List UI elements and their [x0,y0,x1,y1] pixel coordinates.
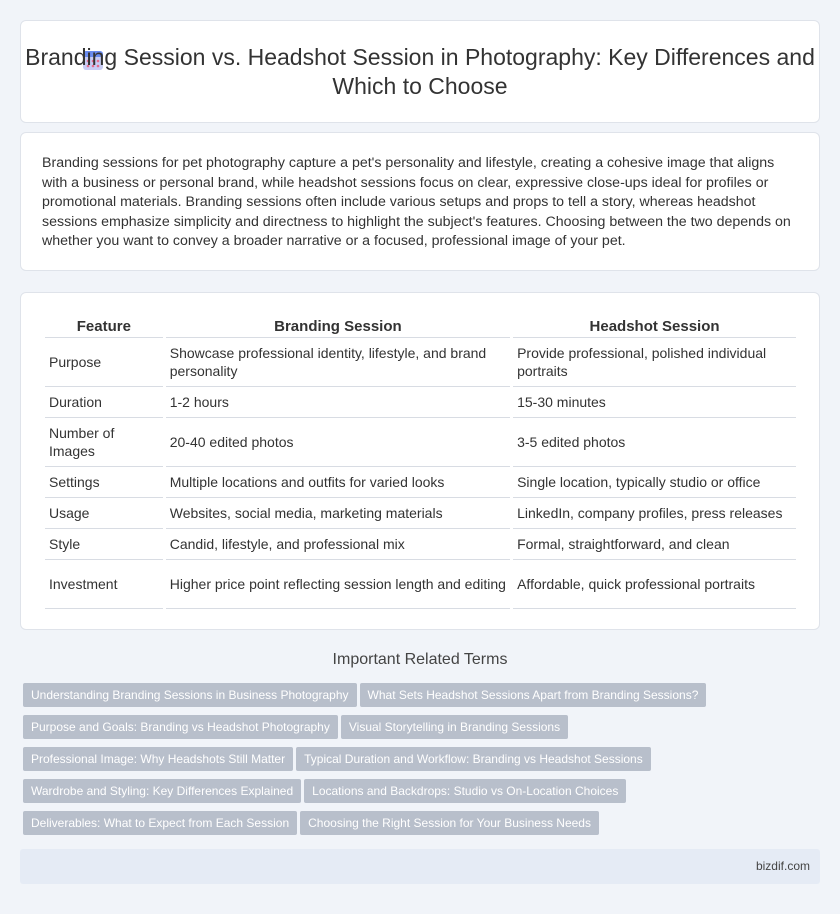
related-term-link[interactable]: Deliverables: What to Expect from Each Session [23,811,297,835]
row-headshot: Provide professional, polished individual portraits [513,338,796,387]
row-headshot: Affordable, quick professional portraits [513,560,796,609]
related-term-link[interactable]: Visual Storytelling in Branding Sessions [341,715,568,739]
table-row [45,418,796,467]
related-term-link[interactable]: Purpose and Goals: Branding vs Headshot Photography [23,715,338,739]
row-branding: Multiple locations and outfits for varied looks [166,467,510,498]
row-feature: Style [45,529,163,560]
footer [20,849,820,884]
row-branding: 20-40 edited photos [166,418,510,467]
row-headshot: Single location, typically studio or office [513,467,796,498]
related-term-link[interactable]: What Sets Headshot Sessions Apart from Branding Sessions? [360,683,707,707]
related-term-link[interactable]: Professional Image: Why Headshots Still Matter [23,747,293,771]
site-name[interactable]: bizdif.com [755,859,810,873]
comparison-table [42,315,799,609]
tag-row [23,779,823,811]
row-headshot: 15-30 minutes [513,387,796,418]
related-term-link[interactable]: Typical Duration and Workflow: Branding vs Headshot Sessions [296,747,651,771]
row-feature: Settings [45,467,163,498]
related-term-link[interactable]: Understanding Branding Sessions in Business Photography [23,683,357,707]
row-branding: Higher price point reflecting session length and editing [166,560,510,609]
related-terms-list [23,683,823,843]
row-headshot: Formal, straightforward, and clean [513,529,796,560]
intro-paragraph: Branding sessions for pet photography capture a pet's personality and lifestyle, creating a cohesive image that aligns with a business or personal brand, while headshot sessions focus on clear, expressive close-ups ideal for profiles or promotional materials. Branding sessions often include various setups and props to tell a story, whereas headshot sessions emphasize simplicity and directness to highlight the subject's features. Choosing between the two depends on whether you want to convey a broader narrative or a focused, professional image of your pet. [42,155,791,250]
table-row [45,467,796,498]
tag-row [23,747,823,779]
tag-row [23,683,823,715]
row-branding: Showcase professional identity, lifestyle, and brand personality [166,338,510,387]
tag-row [23,811,823,843]
related-terms-title: Important Related Terms [332,651,508,668]
row-branding: Candid, lifestyle, and professional mix [166,529,510,560]
row-headshot: 3-5 edited photos [513,418,796,467]
table-header-row [45,315,796,338]
related-term-link[interactable]: Wardrobe and Styling: Key Differences Explained [23,779,301,803]
row-feature: Number of Images [45,418,163,467]
table-row [45,560,796,609]
table-row [45,529,796,560]
header-card [20,20,820,123]
column-header-feature: Feature [45,315,163,338]
related-term-link[interactable]: Locations and Backdrops: Studio vs On-Location Choices [304,779,626,803]
table-row [45,338,796,387]
comparison-card [20,292,820,630]
column-header-headshot: Headshot Session [513,315,796,338]
intro-card [20,132,820,271]
table-row [45,387,796,418]
row-feature: Investment [45,560,163,609]
column-header-branding: Branding Session [166,315,510,338]
table-row [45,498,796,529]
row-feature: Usage [45,498,163,529]
tag-row [23,715,823,747]
row-branding: 1-2 hours [166,387,510,418]
row-headshot: LinkedIn, company profiles, press releases [513,498,796,529]
row-feature: Purpose [45,338,163,387]
row-feature: Duration [45,387,163,418]
page-title: Branding Session vs. Headshot Session in Photography: Key Differences and Which to Choose [25,44,815,99]
row-branding: Websites, social media, marketing materials [166,498,510,529]
related-term-link[interactable]: Choosing the Right Session for Your Business Needs [300,811,599,835]
